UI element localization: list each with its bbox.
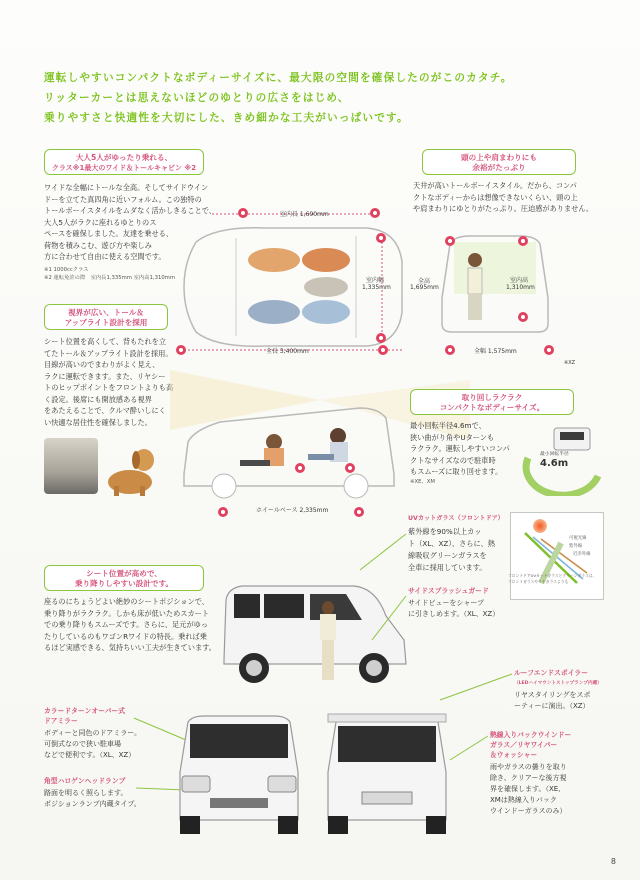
view-body-line: てたトール＆アップライト設計を採用。	[44, 348, 173, 358]
spoiler-body	[514, 690, 614, 712]
rearglass-title-line-2: ガラス／リヤワイパー	[490, 741, 558, 749]
uv-label-ir: 近赤外線	[573, 552, 591, 557]
turning-body-line: 狭い曲がり角やUターンも	[410, 432, 495, 442]
view-body-line: い快適な居住性を確保しました。	[44, 417, 152, 427]
seat-body-line: 乗り降りがラクラク。しかも床が低いためスカート	[44, 608, 210, 618]
seat-body-line: るほど実感できる、気持ちいい工夫が生きています。	[44, 643, 216, 652]
cabin-body-line: ワイドな全幅にトールな全高。そしてサイドウイン	[44, 183, 209, 192]
turning-body-line: ラクラク。運転しやすいコンパ	[410, 444, 510, 453]
headroom-title-line-1: 頭の上や肩まわりにも	[461, 153, 537, 162]
cabin-note-1: ※1 1000ccクラス	[44, 267, 89, 273]
mirror-body-line: 可倒式なので狭い駐車場	[44, 740, 121, 748]
rearglass-body	[490, 762, 600, 817]
spoiler-body-line: リヤスタイリングをスポ	[514, 691, 591, 699]
turning-note: ※XE、XM	[410, 479, 435, 485]
cabin-body-line: トールボーイスタイルをムダなく活かしきることで、	[44, 206, 216, 215]
uv-body-line: 全車に採用しています。	[408, 563, 487, 572]
view-body-line: 目線が高いのでまわりがよく見え、	[44, 360, 160, 369]
overall-width: 全幅 1,575mm	[474, 348, 517, 355]
interior-width-value: 1,335mm	[362, 284, 391, 291]
mirror-title-line-2: ドアミラー	[44, 717, 78, 725]
page-number: 8	[610, 857, 616, 866]
radius-value: 4.6m	[540, 458, 569, 469]
rearglass-body-line: 界を確保します。（XE、	[490, 785, 566, 793]
lamp-body-line: ポジションランプ内蔵タイプ。	[44, 800, 141, 808]
lamp-title: 角型ハロゲンヘッドランプ	[44, 777, 126, 785]
interior-height-value: 1,310mm	[506, 284, 535, 291]
radius-label: 最小回転半径	[540, 452, 569, 457]
seat-body-line: での乗り降りもスムーズです。さらに、足元がゆっ	[44, 620, 208, 629]
turning-title-line-2: コンパクトなボディーサイズ。	[439, 403, 545, 412]
splash-body-line: に引きしめます。（XL、XZ）	[408, 610, 500, 618]
splash-body-line: サイドビューをシャープ	[408, 599, 485, 607]
mirror-body	[44, 728, 184, 761]
view-body-line: ラクに運転できます。また、リヤシー	[44, 371, 166, 381]
rearglass-body-line: ウインドーガラスのみ）	[490, 807, 567, 815]
headroom-body-line: クトなボディーからは想像できないくらい、頭の上	[413, 192, 578, 202]
rearglass-body-line: XMは熱線入りバック	[490, 796, 557, 804]
headroom-body-line: や肩まわりにゆとりがたっぷり。圧迫感がありません。	[413, 204, 594, 213]
seat-body-line: たりしているのもワゴンRワイドの特長。乗れば乗	[44, 631, 207, 641]
front-car-photo	[174, 712, 304, 836]
uv-title: UVカットガラス（フロントドア）	[408, 515, 504, 522]
rearglass-title	[490, 730, 571, 760]
uv-diagram-note-line: フロントドアUVカットガラスとグリーンガラスは、	[508, 573, 597, 578]
cabin-note-2: ※2 運転免許の際 室内長1,335mm 室内高1,310mm	[44, 275, 176, 281]
cabin-body-line: 方に合わせて自由に使える空間です。	[44, 252, 166, 261]
spoiler-body-line: ーティーに演出。（XZ）	[514, 702, 590, 710]
heading-line-3: 乗りやすさと快適性を大切にした、きめ細かな工夫がいっぱいです。	[44, 112, 409, 124]
turning-title-line-1: 取り回しラクラク	[461, 393, 523, 402]
view-body-line: シート位置を高くして、背もたれを立	[44, 337, 167, 346]
view-title-line-1: 視界が広い、トール＆	[68, 308, 144, 317]
uv-body-line: 線吸収グリーンガラスを	[408, 551, 487, 560]
interior-height-label: 室内高	[510, 277, 529, 284]
uv-label-uv: 紫外線	[569, 544, 583, 549]
uv-diagram-note-line: フロントガラスやリヤガラスよりも	[508, 579, 569, 584]
rearglass-body-line: 除き、クリアーな後方視	[490, 774, 567, 782]
seat-title-line-2: 乗り降りしやすい設計です。	[74, 579, 174, 588]
seat-body-line: 座るのにちょうどよい絶妙のシートポジションで、	[44, 597, 209, 606]
view-body-line: く設定。後席にも開放感ある視界	[44, 394, 152, 404]
cabin-title-line-2: クラス※1最大のワイド＆トールキャビン ※2	[51, 164, 197, 172]
splash-title: サイドスプラッシュガード	[408, 587, 489, 595]
spoiler-title: ルーフエンドスポイラー	[514, 669, 589, 677]
grade-note: ※XZ	[564, 360, 576, 366]
rear-car-photo	[322, 712, 452, 836]
cabin-body-line: 大人5人がラクに座れるゆとりのス	[44, 217, 157, 227]
turning-body-line: 最小回転半径4.6mで、	[410, 421, 486, 430]
turning-body-line: もスムーズに取り回せます。	[410, 467, 503, 476]
uv-body-line: 紫外線を90%以上カッ	[408, 527, 482, 536]
mirror-body-line: などで便利です。（XL、XZ）	[44, 751, 136, 759]
lamp-body	[44, 788, 184, 810]
overall-length: 全長 3,400mm	[266, 348, 309, 355]
mirror-body-line: ボディーと同色のドアミラー。	[44, 729, 141, 737]
uv-label-visible: 可視光線	[569, 536, 587, 541]
interior-width-label: 室内幅	[366, 277, 385, 284]
view-body-line: トのヒップポイントをフロントよりも高	[44, 383, 174, 392]
overall-height-value: 1,695mm	[410, 284, 439, 291]
rearglass-title-line-1: 熱線入りバックウインドー	[490, 731, 572, 739]
uv-body-line: ト（XL、XZ）、さらに、熱	[408, 539, 496, 548]
interior-length: 室内長 1,690mm	[280, 211, 329, 218]
cabin-body-line: ペースを確保しました。友達を乗せる、	[44, 229, 174, 238]
headroom-title-line-2: 余裕がたっぷり	[472, 163, 526, 172]
view-body-line: をあたえることで、クルマ酔いしにく	[44, 406, 166, 415]
heading-line-2: リッターカーとは思えないほどのゆとりの広さをはじめ、	[44, 92, 350, 104]
heading-line-1: 運転しやすいコンパクトなボディーサイズに、最大限の空間を確保したのがこのカタチ。	[44, 72, 513, 84]
rearglass-title-line-3: ＆ウォッシャー	[490, 751, 538, 759]
spoiler-subtitle: （LEDハイマウントストップランプ内蔵）	[514, 681, 602, 686]
cabin-body-line: 荷物を積みこむ、遊び方や楽しみ	[44, 240, 152, 250]
cabin-body-line: ドーを立てた真四角に近いフォルム。この独特の	[44, 194, 202, 204]
lamp-body-line: 路面を明るく照らします。	[44, 789, 128, 797]
mirror-title-line-1: カラードターンオーバー式	[44, 707, 126, 715]
rearglass-body-line: 雨やガラスの曇りを取り	[490, 763, 567, 771]
seat-title-line-1: シート位置が高めで、	[86, 569, 162, 578]
cabin-title-line-1: 大人5人がゆったり乗れる、	[75, 153, 173, 162]
overall-height-label: 全高	[418, 278, 431, 285]
wheelbase: ホイールベース 2,335mm	[256, 507, 329, 514]
mirror-title	[44, 706, 125, 726]
headroom-body-line: 天井が高いトールボーイスタイル。だから、コンパ	[413, 181, 577, 190]
turning-body-line: クトなサイズなので駐車時	[410, 455, 496, 465]
view-title-line-2: アップライト設計を採用	[64, 318, 148, 327]
